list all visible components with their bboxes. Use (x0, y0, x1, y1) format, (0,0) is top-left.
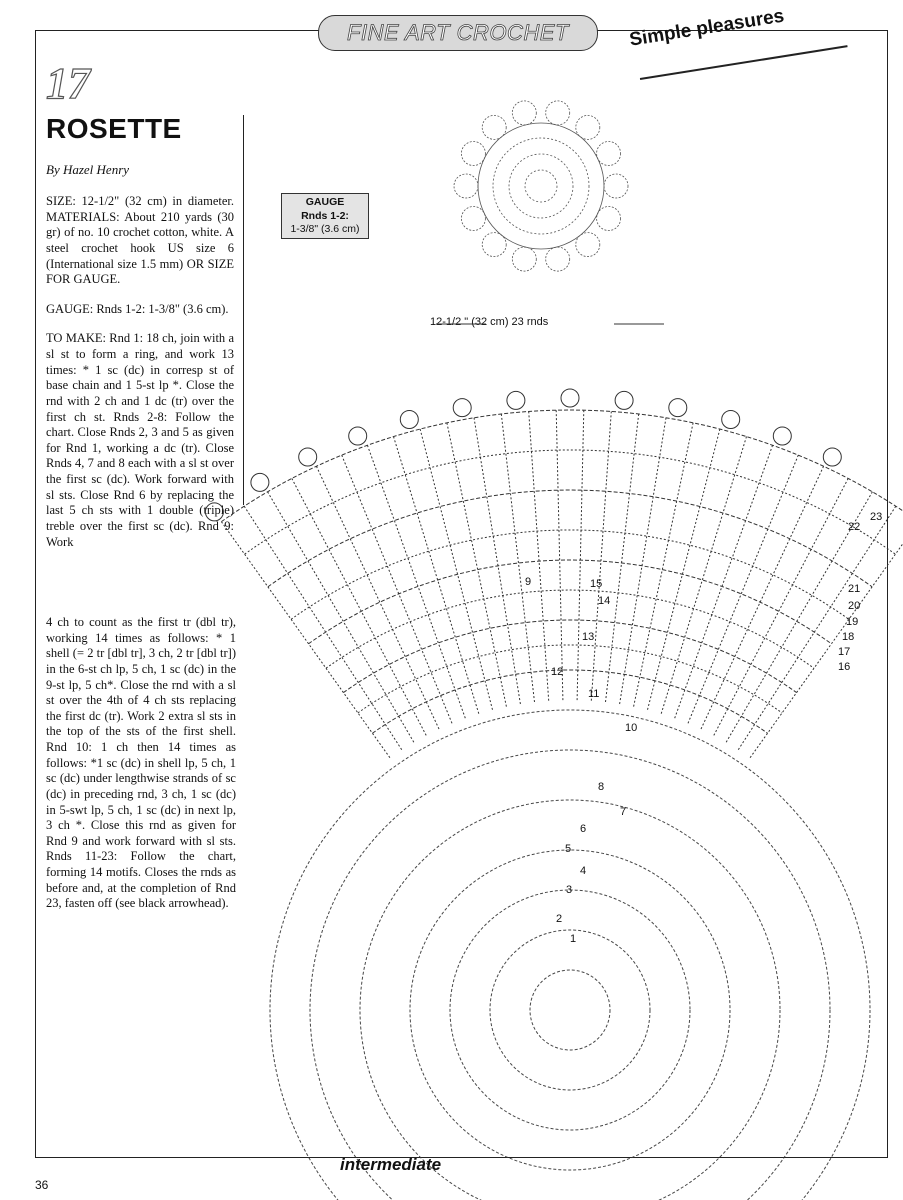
thumb-petal (461, 207, 485, 231)
instructions-continued: 4 ch to count as the first tr (dbl tr), working 14 times as follows: * 1 shell (= 2 tr [dbl tr], 3 ch, 2 tr [dbl tr]) in the 6-st ch lp, 5 ch, 1 sc (dc) in the 9-st lp, 5 ch*. Close the rnd with a sl st over the 4th of 4 ch sts replacing the first dc (tr). Work 2 extra sl sts in the top of the sts of the first shell. Rnd 10: 1 ch then 14 times as follows: *1 sc (dc) in shell lp, 5 ch, 1 sc (dc) under lengthwise strands of sc (dc) in preceding rnd, 3 ch, 1 sc (dc) in 5-swt lp, 5 ch, 1 sc (dc) in next lp, 3 ch *. Close this rnd as given for Rnd 9 and work forward with sl sts. Rnds 11-23: Follow the chart, forming 14 motifs. Closes the rnds as before and, at the completion of Rnd 23, fasten off (see black arrowhead). (46, 615, 236, 911)
chart-arc-7 (268, 490, 872, 587)
page-number: 36 (35, 1178, 49, 1192)
thumb-petal (461, 142, 485, 166)
gauge-box-rounds: Rnds 1-2: (301, 209, 349, 222)
chart-spoke (292, 478, 426, 735)
chart-ring-1 (530, 970, 610, 1050)
chart-picot (299, 448, 317, 466)
round-label-2: 2 (556, 913, 563, 925)
chart-spoke (221, 522, 390, 758)
main-chart (205, 389, 903, 1200)
chart-arc-4 (326, 590, 814, 668)
size-materials-text: SIZE: 12-1/2" (32 cm) in diameter. MATERIALS: About 210 yards (30 gr) of no. 10 crochet cotton, white. A steel crochet hook US size 6 (International size 1.5 mm) OR SIZE FOR GAUGE. (46, 194, 234, 287)
chart-picot (773, 427, 791, 445)
chart-ring-7 (270, 710, 870, 1200)
chart-picot (251, 473, 269, 491)
round-label-19: 19 (846, 616, 859, 628)
thumb-petal (576, 233, 600, 257)
thumb-petal (546, 101, 570, 125)
chart-spoke (577, 410, 584, 700)
chart-spoke (474, 418, 520, 704)
chart-ring-6 (310, 750, 830, 1200)
thumb-petal (512, 247, 536, 271)
thumb-petal (597, 142, 621, 166)
chart-spoke (750, 522, 903, 758)
chart-picot (722, 411, 740, 429)
gauge-box-value: 1-3/8" (3.6 cm) (290, 223, 360, 236)
thumb-petal (597, 207, 621, 231)
chart-picot (205, 503, 223, 521)
chart-picot (669, 399, 687, 417)
round-label-17: 17 (838, 646, 851, 658)
chart-spoke (556, 410, 563, 700)
gauge-box-title: GAUGE (305, 196, 345, 208)
chart-spoke (661, 437, 746, 714)
round-label-4: 4 (580, 865, 587, 877)
round-label-7: 7 (620, 806, 627, 818)
chart-spoke (244, 506, 402, 750)
round-label-9: 9 (525, 576, 532, 588)
chart-picot (561, 389, 579, 407)
chart-picot (615, 391, 633, 409)
round-label-16: 16 (838, 661, 851, 673)
chart-spoke (591, 411, 611, 700)
round-label-15: 15 (590, 578, 603, 590)
chart-picot (453, 399, 471, 417)
round-label-13: 13 (582, 631, 595, 643)
chart-picot (400, 411, 418, 429)
round-label-23: 23 (870, 511, 883, 523)
diameter-label: 12-1/2 " (32 cm) 23 rnds (430, 316, 549, 328)
chart-spoke (394, 437, 479, 714)
chart-picot (507, 391, 525, 409)
page-title: ROSETTE (46, 113, 182, 144)
round-label-12: 12 (551, 666, 564, 678)
chart-arc-9 (221, 410, 903, 522)
chart-ring-5 (360, 800, 780, 1200)
chart-spoke (738, 506, 896, 750)
section-banner: FINE ART CROCHET (318, 15, 598, 51)
chart-spoke (620, 418, 666, 704)
chart-picot (349, 427, 367, 445)
thumb-petal (454, 174, 478, 198)
chart-ring-4 (410, 850, 730, 1170)
chart-arc-6 (291, 530, 849, 619)
chart-arc-5 (309, 560, 832, 644)
thumb-petal (512, 101, 536, 125)
skill-level-label: intermediate (340, 1155, 442, 1174)
round-label-14: 14 (598, 595, 611, 607)
byline: By Hazel Henry (46, 162, 130, 177)
chart-spoke (316, 466, 439, 729)
chart-spoke (701, 466, 824, 729)
round-labels (525, 511, 882, 945)
chart-arc-8 (245, 450, 896, 554)
chart-ring-2 (490, 930, 650, 1090)
chart-spoke (606, 414, 639, 702)
round-label-3: 3 (566, 884, 573, 896)
round-label-22: 22 (848, 521, 861, 533)
round-label-21: 21 (848, 583, 861, 595)
round-label-8: 8 (598, 781, 605, 793)
gauge-text: GAUGE: Rnds 1-2: 1-3/8" (3.6 cm). (46, 301, 229, 316)
tagline: Simple pleasures (628, 5, 786, 51)
chart-spoke (529, 411, 549, 700)
chart-spoke (420, 429, 492, 710)
doily-thumbnail (454, 101, 628, 271)
chart-ring-3 (450, 890, 690, 1130)
chart-spoke (648, 429, 720, 710)
round-label-1: 1 (570, 933, 577, 945)
chart-spoke (367, 445, 465, 718)
pattern-number: 17 (46, 59, 90, 108)
thumb-petal (546, 247, 570, 271)
chart-arc-2 (358, 645, 782, 713)
thumb-petal (604, 174, 628, 198)
chart-arc-1 (372, 670, 767, 733)
round-label-6: 6 (580, 823, 587, 835)
to-make-text: TO MAKE: Rnd 1: 18 ch, join with a sl st to form a ring, and work 13 times: * 1 sc (dc) in corresp st of base chain and 1 5-st lp *. Close the rnd with 2 ch and 1 dc (tr) over the first ch st. Rnds 2-8: Follow the chart. Close Rnds 2, 3 and 5 as given for Rnd 1, working a dc (tr). Close Rnds 4, 7 and 8 each with a sl st over the first sc (dc). Work forward with sl sts. Close Rnd 6 by replacing the last 5 ch sts with 1 double (triple) treble over the first sc (dc). Rnd 9: Work (46, 331, 234, 549)
chart-spoke (675, 445, 773, 718)
round-label-18: 18 (842, 631, 855, 643)
thumb-petal (576, 115, 600, 139)
round-label-11: 11 (588, 688, 600, 700)
chart-spoke (342, 455, 452, 723)
chart-arc-3 (343, 620, 796, 693)
round-label-5: 5 (565, 843, 572, 855)
round-label-10: 10 (625, 722, 638, 734)
chart-picot (823, 448, 841, 466)
chart-spoke (501, 414, 534, 702)
round-label-20: 20 (848, 600, 861, 612)
